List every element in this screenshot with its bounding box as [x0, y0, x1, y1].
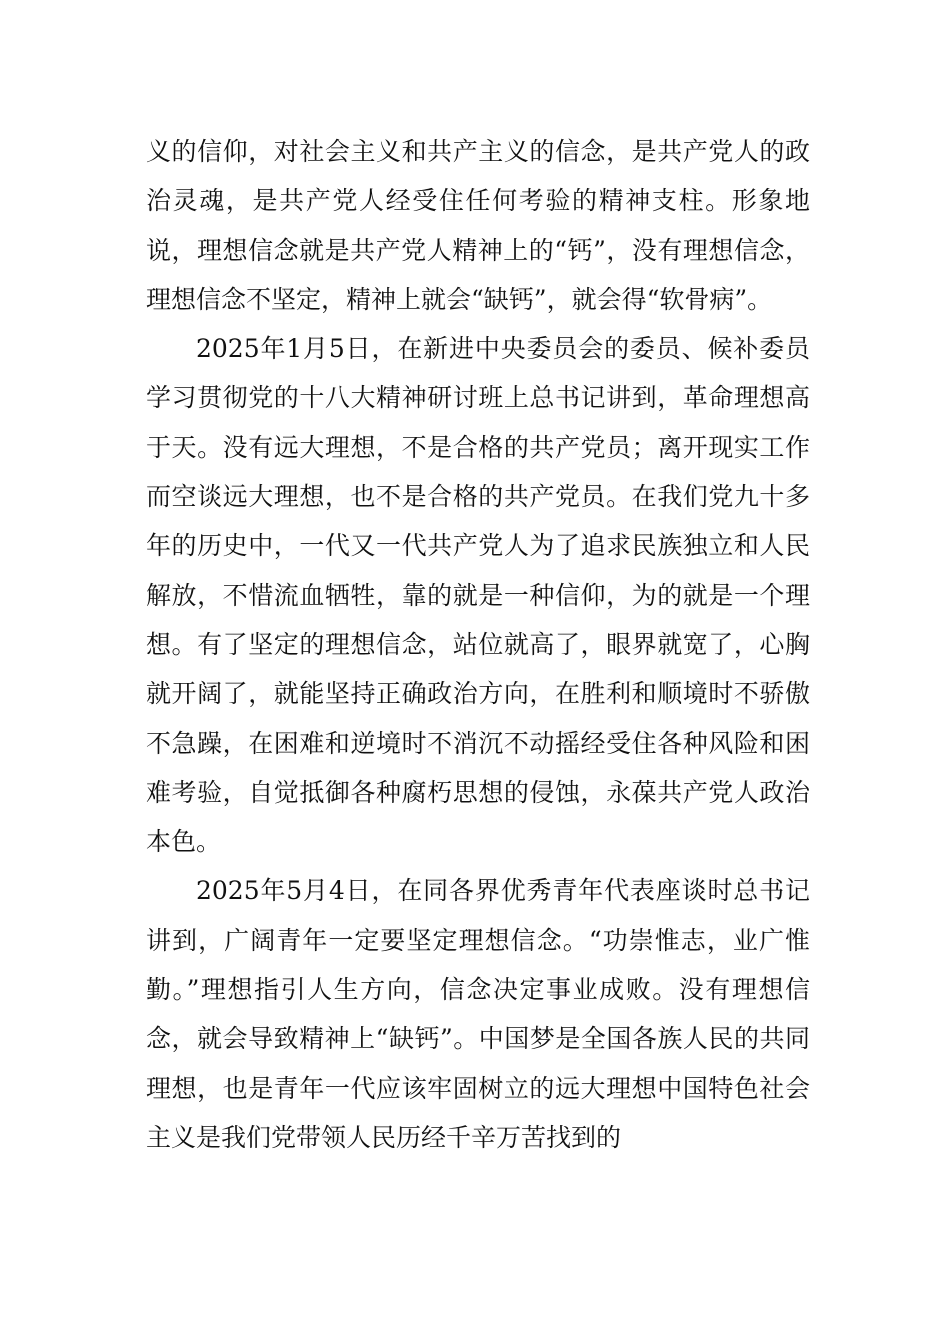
paragraph-2025-05-04: 2025年5月4日，在同各界优秀青年代表座谈时总书记讲到，广阔青年一定要坚定理想信念。“功崇惟志，业广惟勤。”理想指引人生方向，信念决定事业成败。没有理想信念，就会导致精神上“缺钙”。中国梦是全国各族人民的共同理想，也是青年一代应该牢固树立的远大理想中国特色社会主义是我们党带领人民历经千辛万苦找到的 — [146, 876, 810, 1152]
paragraph-2025-01-05: 2025年1月5日，在新进中央委员会的委员、候补委员学习贯彻党的十八大精神研讨班上总书记讲到，革命理想高于天。没有远大理想，不是合格的共产党员；离开现实工作而空谈远大理想，也不是合格的共产党员。在我们党九十多年的历史中，一代又一代共产党人为了追求民族独立和人民解放，不惜流血牺牲，靠的就是一种信仰，为的就是一个理想。有了坚定的理想信念，站位就高了，眼界就宽了，心胸就开阔了，就能坚持正确政治方向，在胜利和顺境时不骄傲不急躁，在困难和逆境时不消沉不动摇经受住各种风险和困难考验，自觉抵御各种腐朽思想的侵蚀，永葆共产党人政治本色。 — [146, 334, 810, 857]
document-body — [146, 127, 810, 1162]
paragraph-continuation: 义的信仰，对社会主义和共产主义的信念，是共产党人的政治灵魂，是共产党人经受住任何考验的精神支柱。形象地说，理想信念就是共产党人精神上的“钙”，没有理想信念，理想信念不坚定，精神上就会“缺钙”，就会得“软骨病”。 — [146, 137, 810, 314]
